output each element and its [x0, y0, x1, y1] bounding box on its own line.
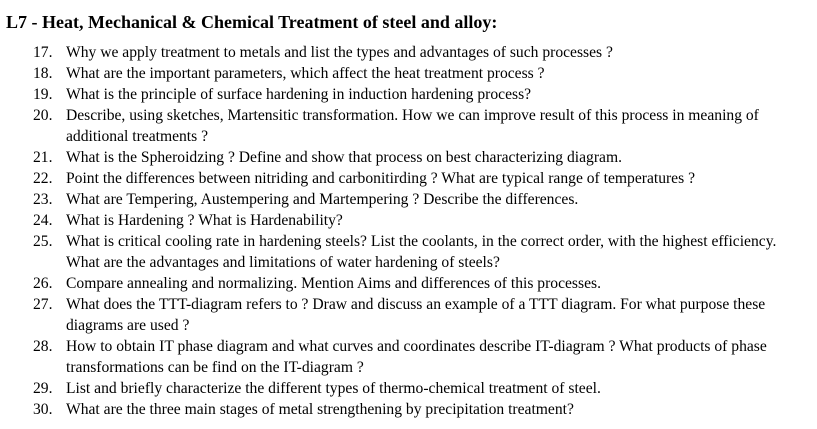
question-number: 23. — [33, 191, 53, 208]
question-text: Why we apply treatment to metals and list the types and advantages of such processes ? — [66, 44, 613, 61]
question-text: Describe, using sketches, Martensitic transformation. How we can improve result of this process in meaning of additional treatments ? — [66, 107, 759, 145]
question-number: 22. — [33, 170, 53, 187]
question-item — [33, 168, 813, 189]
question-text: What are the important parameters, which affect the heat treatment process ? — [66, 65, 545, 82]
question-item — [33, 294, 813, 336]
question-item — [33, 231, 813, 273]
question-text: What is the principle of surface hardening in induction hardening process? — [66, 86, 532, 103]
section-heading: L7 - Heat, Mechanical & Chemical Treatment of steel and alloy: — [6, 12, 498, 32]
question-text: What is the Spheroidzing ? Define and show that process on best characterizing diagram. — [66, 149, 622, 166]
question-number: 26. — [33, 275, 53, 292]
question-item — [33, 84, 813, 105]
question-number: 18. — [33, 65, 53, 82]
question-text: What does the TTT-diagram refers to ? Draw and discuss an example of a TTT diagram. For what purpose these diagrams are used ? — [66, 296, 766, 334]
question-text: What are Tempering, Austempering and Martempering ? Describe the differences. — [66, 191, 579, 208]
question-text: What are the three main stages of metal strengthening by precipitation treatment? — [66, 401, 574, 418]
question-number: 20. — [33, 107, 53, 124]
question-item — [33, 399, 813, 420]
question-item — [33, 147, 813, 168]
question-list — [33, 42, 813, 420]
question-number: 17. — [33, 44, 53, 61]
question-number: 27. — [33, 296, 53, 313]
question-text: Point the differences between nitriding and carbonitirding ? What are typical range of temperatures ? — [66, 170, 695, 187]
question-item — [33, 105, 813, 147]
question-item — [33, 378, 813, 399]
question-number: 30. — [33, 401, 53, 418]
question-item — [33, 273, 813, 294]
question-item — [33, 336, 813, 378]
question-text: What is critical cooling rate in hardening steels? List the coolants, in the correct order, with the highest efficiency. What are the advantages and limitations of water hardening of steels? — [66, 233, 777, 271]
question-number: 19. — [33, 86, 53, 103]
question-number: 24. — [33, 212, 53, 229]
question-text: What is Hardening ? What is Hardenability? — [66, 212, 343, 229]
question-number: 25. — [33, 233, 53, 250]
question-text: Compare annealing and normalizing. Mention Aims and differences of this processes. — [66, 275, 601, 292]
question-number: 28. — [33, 338, 53, 355]
question-text: How to obtain IT phase diagram and what curves and coordinates describe IT-diagram ? What products of phase transformations can be find on the IT-diagram ? — [66, 338, 767, 376]
question-item — [33, 42, 813, 63]
question-text: List and briefly characterize the different types of thermo-chemical treatment of steel. — [66, 380, 601, 397]
question-number: 29. — [33, 380, 53, 397]
question-item — [33, 189, 813, 210]
question-item — [33, 63, 813, 84]
question-item — [33, 210, 813, 231]
question-number: 21. — [33, 149, 53, 166]
